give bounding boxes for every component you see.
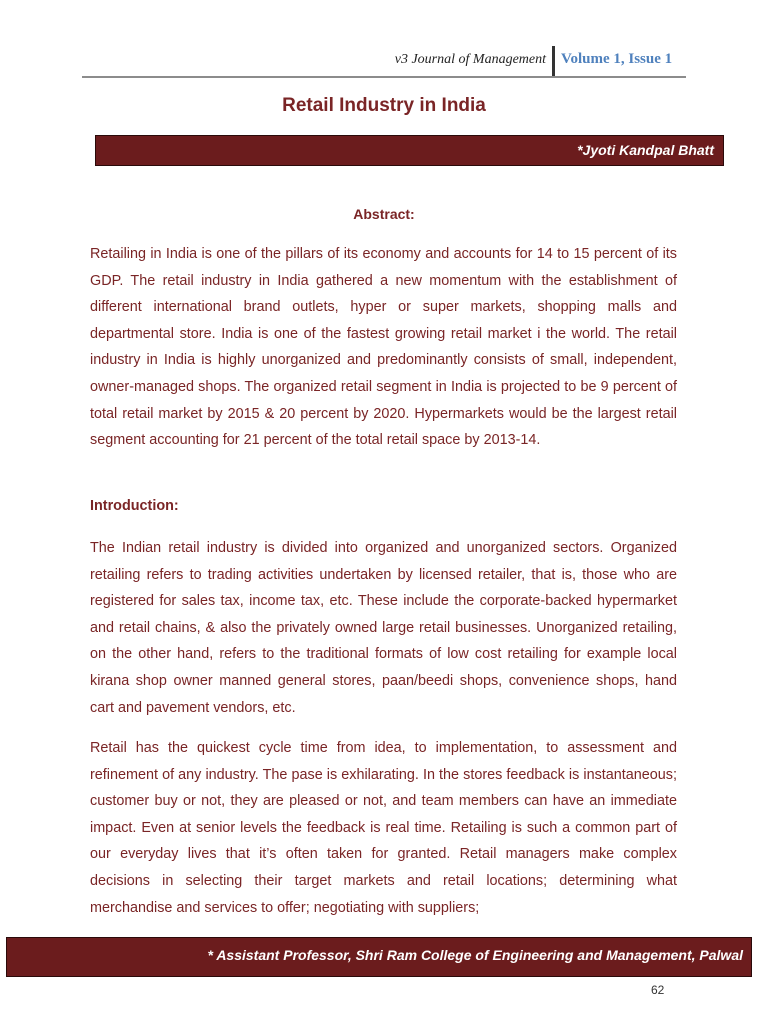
author-affiliation: * Assistant Professor, Shri Ram College of Engineering and Management, Palwal xyxy=(207,947,743,963)
journal-name: v3 Journal of Management xyxy=(394,52,546,67)
body-paragraph-2: Retail has the quickest cycle time from idea, to implementation, to assessment and refinement of any industry. The pase is exhilarating. In the stores feedback is instantaneous; customer buy or not, they are pleased or not, and team members can have an immediate impact. Even at senior levels the feedback is real time. Retailing is such a common part of our everyday lives that it’s often taken for granted. Retail managers make complex decisions in selecting their target markets and retail locations; determining what merchandise and services to offer; negotiating with suppliers; xyxy=(90,740,677,916)
body-paragraph-1: The Indian retail industry is divided into organized and unorganized sectors. Organized retailing refers to trading activities undertaken by licensed retailer, that is, those who are registered for sales tax, income tax, etc. These include the corporate-backed hypermarket and retail chains, & also the privately owned large retail businesses. Unorganized retailing, on the other hand, refers to the traditional formats of low cost retailing for example local kirana shop owner manned general stores, paan/beedi shops, convenience shops, hand cart and pavement vendors, etc. xyxy=(90,540,677,716)
affiliation-banner xyxy=(6,937,752,977)
abstract-heading: Abstract: xyxy=(353,206,415,222)
page-number: 62 xyxy=(651,983,665,997)
abstract-paragraph: Retailing in India is one of the pillars of its economy and accounts for 14 to 15 percent of its GDP. The retail industry in India gathered a new momentum with the establishment of different international brand outlets, hyper or super markets, shopping malls and departmental store. India is one of the fastest growing retail market i the world. The retail industry in India is highly unorganized and predominantly consists of small, independent, owner-managed shops. The organized retail segment in India is projected to be 9 percent of total retail market by 2015 & 20 percent by 2020. Hypermarkets would be the largest retail segment accounting for 21 percent of the total retail space by 2013-14. xyxy=(90,246,677,449)
header-divider xyxy=(552,46,555,76)
author-name: *Jyoti Kandpal Bhatt xyxy=(577,142,714,158)
article-title: Retail Industry in India xyxy=(282,95,486,116)
running-header xyxy=(82,44,686,78)
introduction-heading: Introduction: xyxy=(90,498,179,514)
author-banner xyxy=(95,135,724,166)
volume-issue: Volume 1, Issue 1 xyxy=(561,51,673,67)
